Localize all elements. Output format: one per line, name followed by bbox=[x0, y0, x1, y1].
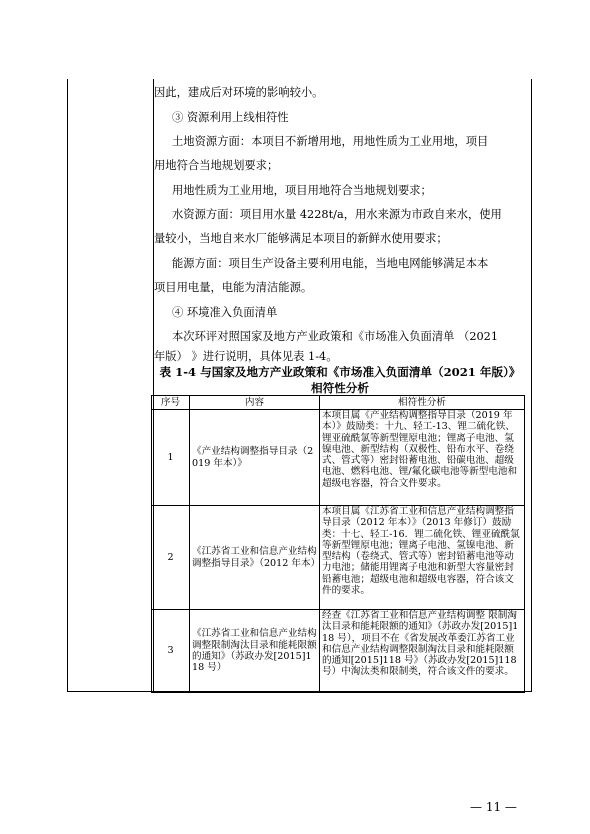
row-analysis: 本项目属《产业结构调整指导目录（2019 年本）》鼓励类：十九、轻工-13、锂二硫化铁、锂亚硫酰氯等新型锂原电池；锂离子电池、氢镍电池、新型结构（双极性、铅布水平、卷绕式、管式等）密封铅蓄电池、铅碳电池、超级电池、燃料电池、锂/氟化碳电池等新型电池和超级电容器，符合文件要求。 bbox=[320, 410, 525, 506]
table-title-line-2: 相符性分析 bbox=[311, 381, 369, 395]
paragraph-line: 本次环评对照国家及地方产业政策和《市场准入负面清单 （2021 bbox=[172, 330, 499, 343]
table-title bbox=[154, 364, 526, 396]
paragraph-line: 因此，建成后对环境的影响较小。 bbox=[154, 86, 324, 99]
row-content: 《江苏省工业和信息产业结构调整限制淘汰目录和能耗限额的通知》（苏政办发[2015]118 号） bbox=[190, 610, 320, 693]
paragraph-line: 土地资源方面：本项目不新增用地，用地性质为工业用地，项目 bbox=[172, 135, 489, 148]
page-number: — 11 — bbox=[470, 800, 517, 814]
table-title-line-1: 表 1-4 与国家及地方产业政策和《市场准入负面清单（2021 年版）》 bbox=[159, 365, 521, 379]
table-row bbox=[152, 610, 525, 693]
header-content: 内容 bbox=[190, 396, 320, 410]
paragraph-line: 能源方面：项目生产设备主要利用电能，当地电网能够满足本本 bbox=[172, 257, 489, 270]
row-seq: 3 bbox=[152, 610, 190, 693]
paragraph-line: 用地符合当地规划要求； bbox=[154, 159, 279, 172]
paragraph-line: ④ 环境准入负面清单 bbox=[172, 306, 278, 319]
paragraph-line: ③ 资源利用上线相符性 bbox=[172, 111, 289, 124]
paragraph-line: 项目用电量，电能为清洁能源。 bbox=[154, 281, 313, 294]
row-analysis: 经查《江苏省工业和信息产业结构调整 限制淘汰目录和能耗限额的通知》（苏政办发[2015]118 号），项目不在《省发展改革委江苏省工业和信息产业结构调整限制淘汰目录和能耗限额的通知[2015]118 号》（苏政办发[2015]118 号）中淘汰类和限制类，符合该文件的要求。 bbox=[320, 610, 525, 693]
table-row bbox=[152, 410, 525, 506]
paragraph-line: 年版） 》进行说明，具体见表 1-4。 bbox=[154, 350, 338, 363]
row-analysis: 本项目属《江苏省工业和信息产业结构调整指导目录（2012 年本）》（2013 年修订）鼓励类：十七、轻工-16．锂二硫化铁、锂亚硫酰氯等新型锂原电池；锂离子电池、氢镍电池、新型结构（卷绕式、管式等）密封铅蓄电池等动力电池；储能用锂离子电池和新型大容量密封铅蓄电池；超级电池和超级电容器，符合该文件的要求。 bbox=[320, 506, 525, 610]
table-row bbox=[152, 506, 525, 610]
row-content: 《产业结构调整指导目录（2019 年本）》 bbox=[190, 410, 320, 506]
paragraph-line: 用地性质为工业用地，项目用地符合当地规划要求； bbox=[172, 184, 432, 197]
table-header-row bbox=[152, 396, 525, 410]
paragraph-line: 水资源方面：项目用水量 4228t/a，用水来源为市政自来水，使用 bbox=[172, 208, 502, 221]
paragraph-line: 量较小，当地自来水厂能够满足本项目的新鲜水使用要求； bbox=[154, 232, 448, 245]
header-analysis: 相符性分析 bbox=[320, 396, 525, 410]
row-content: 《江苏省工业和信息产业结构调整指导目录》（2012 年本） bbox=[190, 506, 320, 610]
row-seq: 2 bbox=[152, 506, 190, 610]
policy-compliance-table bbox=[151, 395, 525, 691]
row-seq: 1 bbox=[152, 410, 190, 506]
header-seq: 序号 bbox=[152, 396, 190, 410]
